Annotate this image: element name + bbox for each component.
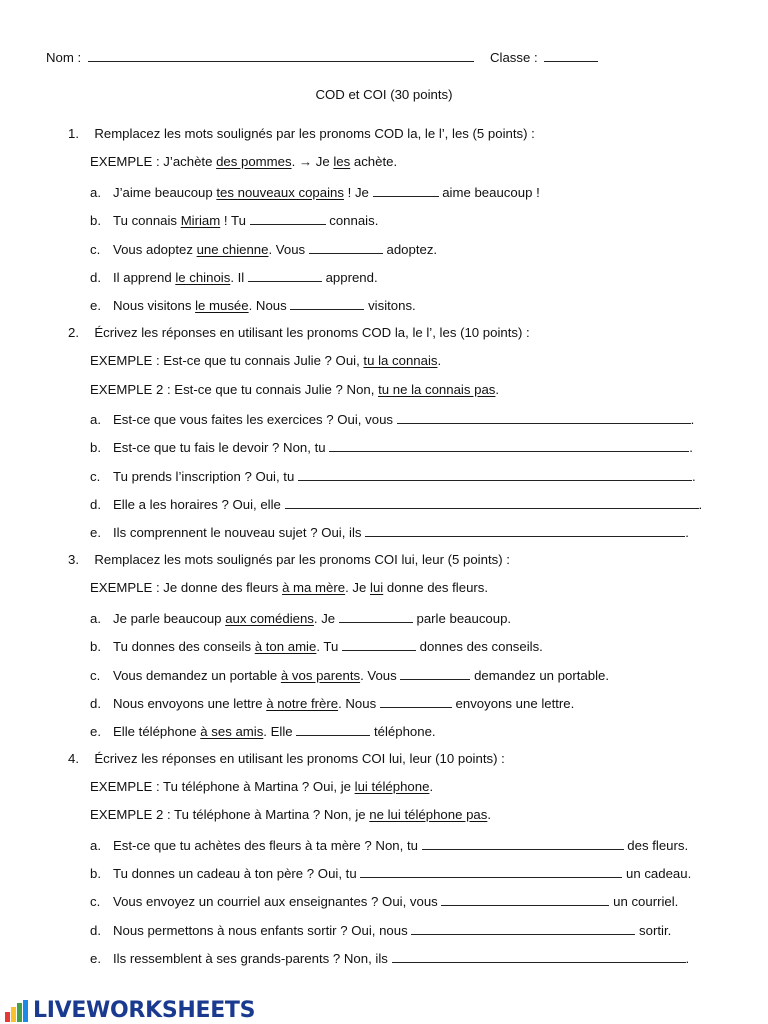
section-2-example-1: EXEMPLE : Est-ce que tu connais Julie ? Oui, tu la connais.: [90, 353, 442, 368]
answer-blank[interactable]: [329, 438, 689, 452]
name-label: Nom :: [46, 50, 82, 65]
list-item: c. Vous adoptez une chienne. Vous adoptez.: [90, 242, 438, 257]
liveworksheets-logo-icon: [4, 999, 30, 1023]
liveworksheets-logo[interactable]: [4, 998, 255, 1023]
list-item: c. Tu prends l’inscription ? Oui, tu .: [90, 469, 696, 484]
class-row: [490, 48, 598, 66]
instruction-text: Remplacez les mots soulignés par les pronoms COD la, le l’, les (5 points) :: [94, 126, 535, 141]
answer-blank[interactable]: [380, 694, 452, 708]
class-label: Classe :: [490, 50, 538, 65]
section-3-instruction: [68, 552, 510, 568]
instruction-text: Écrivez les réponses en utilisant les pronoms COI lui, leur (10 points) :: [94, 751, 505, 766]
answer-blank[interactable]: [290, 296, 364, 310]
list-item: b. Tu donnes des conseils à ton amie. Tu donnes des conseils.: [90, 639, 543, 654]
answer-blank[interactable]: [342, 637, 416, 651]
answer-blank[interactable]: [339, 609, 413, 623]
list-item: d. Il apprend le chinois. Il apprend.: [90, 270, 378, 285]
name-field[interactable]: [88, 48, 474, 62]
page-title: COD et COI (30 points): [315, 87, 453, 102]
answer-blank[interactable]: [400, 666, 470, 680]
answer-blank[interactable]: [365, 523, 685, 537]
list-item: e. Elle téléphone à ses amis. Elle téléphone.: [90, 724, 436, 739]
list-item: c. Vous demandez un portable à vos parents. Vous demandez un portable.: [90, 668, 609, 683]
list-item: b. Tu connais Miriam ! Tu connais.: [90, 213, 379, 228]
list-item: a. Est-ce que tu achètes des fleurs à ta mère ? Non, tu des fleurs.: [90, 838, 689, 853]
answer-blank[interactable]: [422, 836, 624, 850]
answer-blank[interactable]: [373, 183, 439, 197]
instruction-text: Écrivez les réponses en utilisant les pronoms COD la, le l’, les (10 points) :: [94, 325, 530, 340]
list-item: d. Elle a les horaires ? Oui, elle .: [90, 497, 703, 512]
class-field[interactable]: [544, 48, 598, 62]
list-item: a. Je parle beaucoup aux comédiens. Je parle beaucoup.: [90, 611, 512, 626]
logo-text: LIVEWORKSHEETS: [33, 998, 256, 1023]
answer-blank[interactable]: [298, 467, 692, 481]
section-number: 2.: [68, 325, 79, 340]
list-item: d. Nous permettons à nous enfants sortir ? Oui, nous sortir.: [90, 923, 672, 938]
answer-blank[interactable]: [411, 921, 635, 935]
list-item: d. Nous envoyons une lettre à notre frère. Nous envoyons une lettre.: [90, 696, 575, 711]
answer-blank[interactable]: [397, 410, 691, 424]
section-number: 3.: [68, 552, 79, 567]
answer-blank[interactable]: [360, 864, 622, 878]
answer-blank[interactable]: [441, 892, 609, 906]
section-4-instruction: [68, 751, 505, 767]
section-4-example-2: EXEMPLE 2 : Tu téléphone à Martina ? Non, je ne lui téléphone pas.: [90, 807, 492, 822]
list-item: a. Est-ce que vous faites les exercices ? Oui, vous .: [90, 412, 695, 427]
section-1-instruction: [68, 126, 535, 142]
section-2-instruction: [68, 325, 530, 341]
answer-blank[interactable]: [392, 949, 686, 963]
list-item: a. J’aime beaucoup tes nouveaux copains ! Je aime beaucoup !: [90, 185, 540, 200]
section-1-example: EXEMPLE : J’achète des pommes. → Je les achète.: [90, 154, 398, 169]
answer-blank[interactable]: [285, 495, 699, 509]
instruction-text: Remplacez les mots soulignés par les pronoms COI lui, leur (5 points) :: [94, 552, 510, 567]
section-number: 1.: [68, 126, 79, 141]
list-item: e. Nous visitons le musée. Nous visitons.: [90, 298, 416, 313]
list-item: b. Tu donnes un cadeau à ton père ? Oui, tu un cadeau.: [90, 866, 692, 881]
list-item: e. Ils comprennent le nouveau sujet ? Oui, ils .: [90, 525, 689, 540]
list-item: b. Est-ce que tu fais le devoir ? Non, tu .: [90, 440, 693, 455]
answer-blank[interactable]: [250, 211, 326, 225]
section-3-example: EXEMPLE : Je donne des fleurs à ma mère. Je lui donne des fleurs.: [90, 580, 489, 595]
section-4-example-1: EXEMPLE : Tu téléphone à Martina ? Oui, je lui téléphone.: [90, 779, 434, 794]
name-row: [46, 48, 474, 66]
answer-blank[interactable]: [309, 240, 383, 254]
list-item: e. Ils ressemblent à ses grands-parents ? Non, ils .: [90, 951, 690, 966]
section-2-example-2: EXEMPLE 2 : Est-ce que tu connais Julie ? Non, tu ne la connais pas.: [90, 382, 500, 397]
answer-blank[interactable]: [248, 268, 322, 282]
answer-blank[interactable]: [296, 722, 370, 736]
list-item: c. Vous envoyez un courriel aux enseignantes ? Oui, vous un courriel.: [90, 894, 679, 909]
section-number: 4.: [68, 751, 79, 766]
